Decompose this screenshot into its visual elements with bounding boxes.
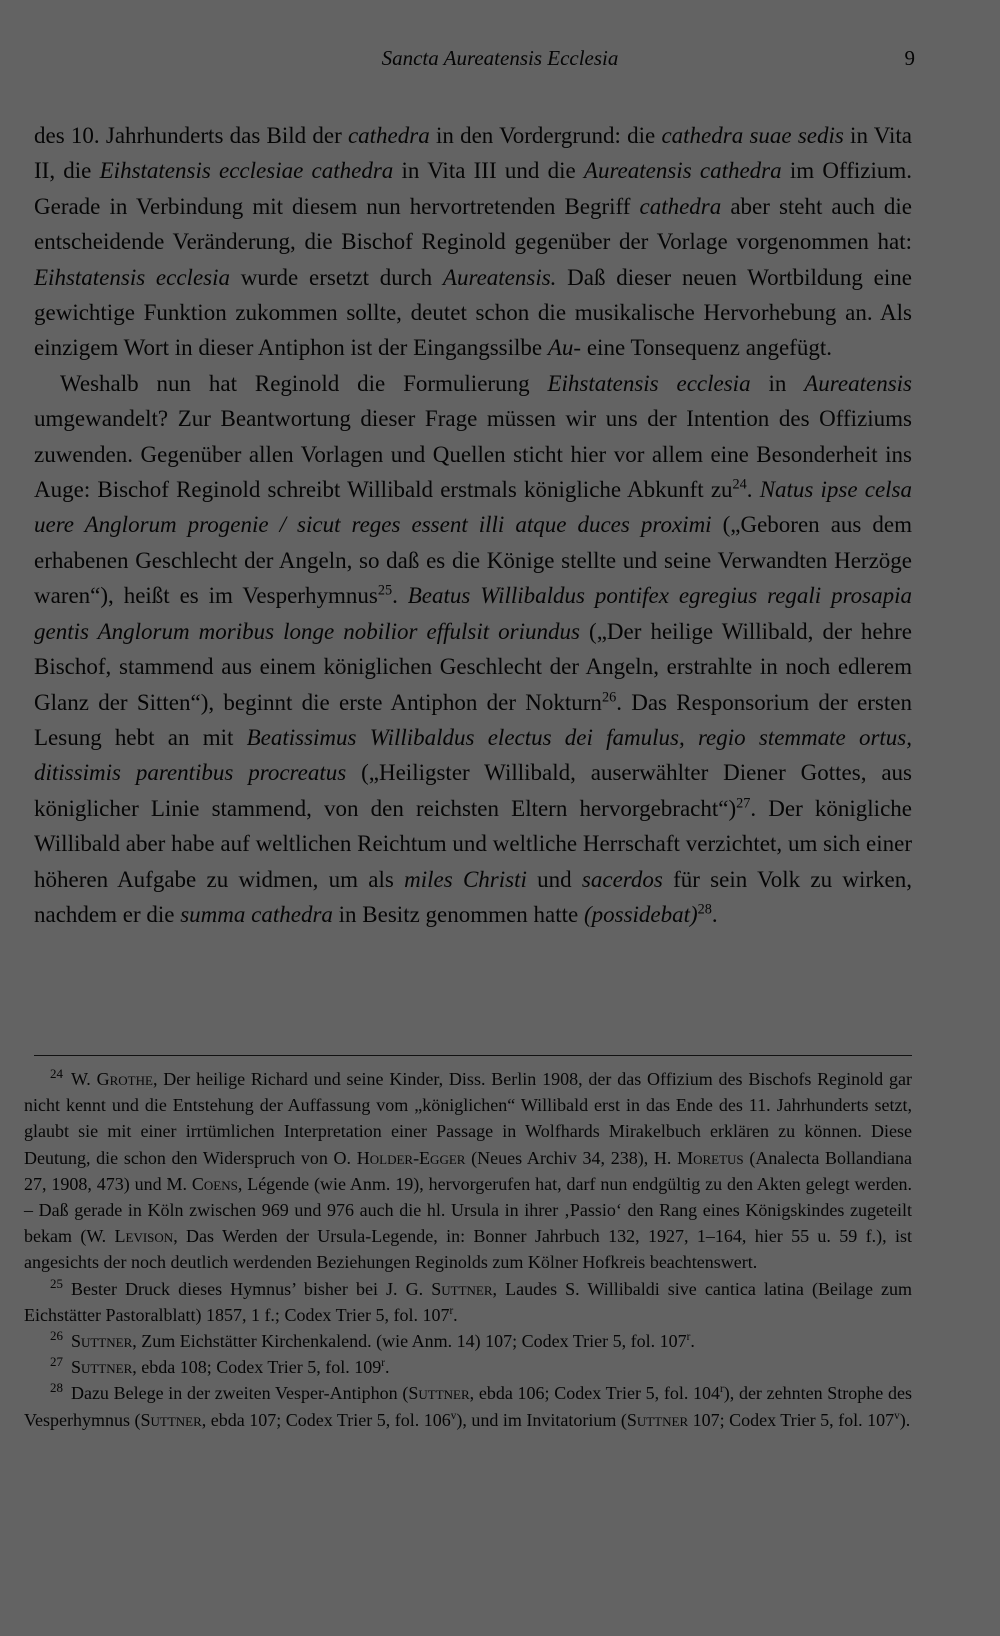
footnote [24,1066,912,1276]
text-run: („Der heilige Willibald, der hehre Bischof, stammend aus einem königlichen Geschlecht der Angeln, erstrahlte in noch edlerem Glanz der Sitten“), beginnt die erste Antiphon der Nokturn [34,618,912,715]
text-run: in Besitz genommen hatte [332,901,584,927]
italic-text: Eihstatensis ecclesia [547,370,751,396]
footnote-ref: 25 [377,582,393,599]
footnote-separator [34,1055,912,1056]
text-run: , ebda 107; Codex Trier 5, fol. 106 [201,1409,451,1430]
text-run: , ebda 108; Codex Trier 5, fol. 109 [132,1357,382,1378]
footnote-ref: r [449,1304,454,1317]
author-name: Coens [191,1173,238,1194]
footnote-ref: 27 [736,795,751,812]
text-run: . Der königliche Willibald aber habe auf weltlichen Reichtum und weltliche Herrschaft verzichtet, um sich einer höheren Aufgabe zu widmen, um als [34,795,912,892]
text-run: in Vita III und die [393,158,584,184]
footnote-ref: r [720,1383,724,1396]
text-run: ). [899,1409,911,1430]
text-run: , Der heilige Richard und seine Kinder, Diss. Berlin 1908, der das Offizium des Bischofs Reginold gar nicht kennt und die Entstehung der Auffassung vom „königlichen“ Willibald erst in das Ende des 11. Jahrhunderts setzt, glaubt sie mit einer irrtümlichen Interpretation einer Passage in Wolfhards Mirakelbuch erklären zu können. Diese Deutung, die schon den Widerspruch von O. [24,1069,912,1168]
text-run: Bester Druck dieses Hymnus’ bisher bei J. G. [70,1278,432,1299]
text-run: („Geboren aus dem erhabenen Geschlecht der Angeln, so daß es die Könige stellte und seine Verwandten Herzöge waren“), heißt es im Vesperhymnus [34,512,912,609]
italic-text: Aureatensis [804,370,912,396]
text-run: (Neues Archiv 34, 238), H. [465,1147,678,1168]
text-run: , ebda 106; Codex Trier 5, fol. 104 [469,1383,721,1404]
running-title: Sancta Aureatensis Ecclesia [381,46,619,70]
text-run: . [392,583,408,609]
italic-text: Aureatensis. [442,264,557,290]
italic-text: cathedra [639,193,722,219]
author-name: Suttner [140,1409,202,1430]
running-head [0,46,1000,78]
italic-text: sacerdos [581,866,663,892]
page-number: 9 [904,46,915,70]
footnote [24,1328,912,1354]
text-run: des 10. Jahrhunderts das Bild der [34,123,348,148]
italic-text: Beatus Willibaldus pontifex egregius regali prosapia gentis Anglorum moribus longe nobilior effulsit oriundus [34,583,913,644]
text-run: 107; Codex Trier 5, fol. 107 [688,1409,895,1430]
text-run: , Laudes S. Willibaldi sive cantica latina (Beilage zum Eichstätter Pastoralblatt) 1857, 1 f.; Codex Trier 5, fol. 107 [24,1278,913,1325]
italic-text: cathedra suae sedis [661,123,844,148]
italic-text: Natus ipse celsa uere Anglorum progenie / sicut reges essent illi atque duces proximi [34,477,913,538]
text-run: („Heiligster Willibald, auserwählter Diener Gottes, aus königlicher Linie stammend, von den reichsten Eltern hervorgebracht“) [34,760,913,821]
text-run: , Légende (wie Anm. 19), hervorgerufen hat, darf nun endgültig zu den Akten gelegt werden. – Daß gerade in Köln zwischen 969 und 976 auch die hl. Ursula in ihrer ‚Passio‘ den Rang eines Königskindes zugeteilt bekam (W. [24,1173,913,1247]
text-run: ), und im Invitatorium ( [456,1409,627,1430]
author-name: Suttner [431,1278,493,1299]
text-run: . [384,1357,390,1378]
text-run: Daß dieser neuen Wortbildung eine gewichtige Funktion zukommen sollte, deutet schon die musikalische Hervorhebung an. Als einzigem Wort in dieser Antiphon ist der Eingangssilbe [34,264,912,361]
footnote [24,1276,912,1328]
text-run: aber steht auch die entscheidende Veränderung, die Bischof Reginold gegenüber der Vorlage vorgenommen hat: [34,193,912,255]
author-name: Grothe [96,1069,153,1089]
footnote-ref: 26 [601,688,617,705]
footnotes [24,1066,912,1433]
text-run: in Vita II, die [34,123,912,184]
author-name: Levison [114,1226,174,1247]
footnote [24,1380,912,1432]
footnote-number: 27 [50,1354,63,1370]
author-name: Suttner [408,1383,470,1404]
footnote-ref: r [381,1357,385,1370]
text-run: . [711,901,718,927]
author-name: Suttner [70,1357,133,1378]
italic-text: Eihstatensis ecclesia [34,264,230,290]
footnote-number: 26 [50,1328,63,1344]
italic-text: Au- [547,335,582,361]
italic-text: summa cathedra [180,901,333,927]
footnote-ref: v [894,1409,900,1422]
author-name: Suttner [70,1331,133,1352]
text-run: Weshalb nun hat Reginold die Formulierung [60,370,548,396]
text-run: wurde ersetzt durch [230,264,443,290]
text-run: . Das Responsorium der ersten Lesung hebt an mit [34,689,912,750]
author-name: Holder-Egger [356,1147,466,1168]
footnote-number: 28 [50,1380,63,1396]
text-run: W. [70,1069,97,1089]
footnote-ref: r [686,1331,691,1344]
text-run: eine Tonsequenz angefügt. [581,335,832,361]
italic-text: cathedra [347,123,430,148]
text-run: für sein Volk zu wirken, nachdem er die [34,866,912,927]
text-run: (Analecta Bollandiana 27, 1908, 473) und M. [24,1147,912,1194]
text-run: in den Vordergrund: die [429,123,662,148]
footnote-ref: 28 [697,901,712,918]
text-run: . [690,1331,695,1352]
paragraph [34,366,912,933]
italic-text: Beatissimus Willibaldus electus dei famulus, regio stemmate ortus, ditissimis parentibus procreatus [34,724,912,786]
text-run: umgewandelt? Zur Beantwortung dieser Frage müssen wir uns der Intention des Offiziums zuwenden. Gegenüber allen Vorlagen und Quellen sticht hier vor allem eine Besonderheit ins Auge: Bischof Reginold schreibt Willibald erstmals königliche Abkunft zu [34,406,912,503]
footnote [24,1354,912,1380]
text-run: . [453,1304,458,1325]
text-run: in [750,370,805,396]
text-run: ), der zehnten Strophe des Vesperhymnus ( [24,1383,912,1430]
text-run: , Das Werden der Ursula-Legende, in: Bonner Jahrbuch 132, 1927, 1–164, hier 55 u. 59 f.), ist angesichts der noch deutlich werdenden Beziehungen Reginolds zum Kölner Hofkreis beachtenswert. [24,1226,912,1273]
text-run: im Offizium. Gerade in Verbindung mit diesem nun hervortretenden Begriff [34,158,913,219]
footnote-ref: v [450,1409,457,1422]
text-run: und [526,866,582,892]
text-run: Dazu Belege in der zweiten Vesper-Antiphon ( [70,1383,409,1404]
paragraph [34,118,912,366]
footnote-ref: 24 [732,476,747,493]
text-run: , Zum Eichstätter Kirchenkalend. (wie Anm. 14) 107; Codex Trier 5, fol. 107 [132,1331,687,1352]
main-text [34,118,912,932]
author-name: Moretus [677,1147,744,1168]
italic-text: miles Christi [404,866,527,892]
author-name: Suttner [626,1409,689,1430]
italic-text: Eihstatensis ecclesiae cathedra [99,158,394,184]
footnote-number: 25 [50,1275,63,1291]
italic-text: (possidebat) [583,901,698,927]
footnote-number: 24 [50,1066,63,1081]
italic-text: Aureatensis cathedra [583,158,782,184]
text-run: . [746,477,760,503]
